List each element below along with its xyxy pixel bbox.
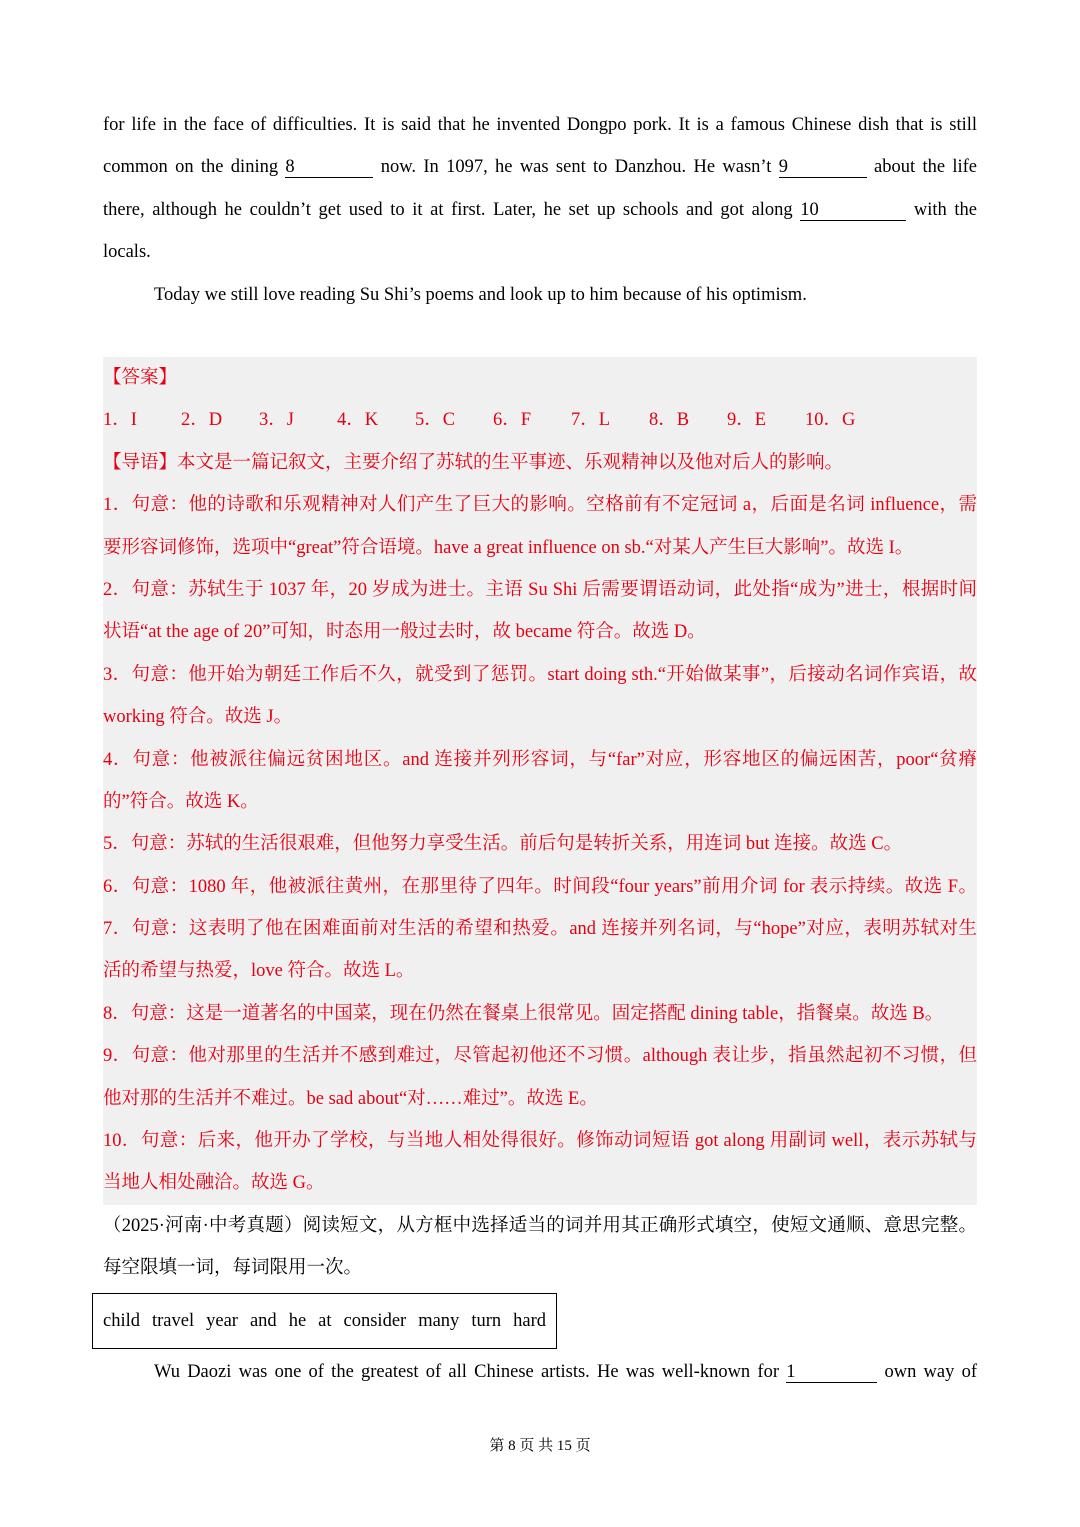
explanation-line: 2．句意：苏轼生于 1037 年，20 岁成为进士。主语 Su Shi 后需要谓语动词，此处指“成为”进士，根据时间 — [103, 579, 977, 600]
passage-text-segment: now. In 1097, he was sent to Danzhou. He wasn’t — [380, 157, 772, 178]
explanation-line: 要形容词修饰，选项中“great”符合语境。have a great influence on sb.“对某人产生巨大影响”。故选 I。 — [103, 537, 914, 558]
next-passage — [103, 1351, 977, 1393]
word-option: he — [288, 1310, 307, 1331]
answer-key: 2．D — [181, 410, 223, 431]
explanation-line: 的”符合。故选 K。 — [103, 791, 259, 812]
explanation-item-2 — [103, 569, 977, 654]
answer-key: 6．F — [493, 410, 532, 431]
word-option: travel — [152, 1310, 195, 1331]
passage-text — [103, 104, 977, 316]
instruction-line: （2025·河南·中考真题）阅读短文，从方框中选择适当的词并用其正确形式填空，使短文通顺、意思完整。 — [103, 1216, 977, 1236]
question-instruction — [103, 1205, 977, 1290]
answer-key: 9．E — [727, 410, 767, 431]
passage-line-4: locals. — [103, 242, 151, 263]
explanation-item-7 — [103, 908, 977, 993]
answer-heading: 【答案】 — [103, 368, 178, 388]
explanation-item-10 — [103, 1120, 977, 1205]
passage-text-segment: Wu Daozi was one of the greatest of all Chinese artists. He was well-known for — [154, 1362, 779, 1382]
explanation-line: 5．句意：苏轼的生活很艰难，但他努力享受生活。前后句是转折关系，用连词 but 连接。故选 C。 — [103, 834, 903, 855]
word-option: year — [206, 1310, 238, 1331]
next-passage-line-1 — [103, 1351, 977, 1393]
passage-line-5: Today we still love reading Su Shi’s poems and look up to him because of his optimism. — [154, 284, 807, 305]
answer-section — [103, 357, 977, 1205]
explanation-line: 当地人相处融洽。故选 G。 — [103, 1173, 325, 1194]
word-box — [92, 1293, 557, 1349]
answer-key: 1．I — [103, 410, 137, 431]
blank-8: 8 — [285, 157, 373, 178]
explanation-item-6 — [103, 866, 977, 908]
word-option: child — [103, 1310, 140, 1331]
explanation-line: 10．句意：后来，他开办了学校，与当地人相处得很好。修饰动词短语 got along 用副词 well，表示苏轼与 — [103, 1131, 977, 1152]
explanation-item-3 — [103, 654, 977, 739]
answer-key: 5．C — [415, 410, 456, 431]
explanation-item-8 — [103, 993, 977, 1035]
answer-key: 4．K — [337, 410, 379, 431]
passage-text-segment: common on the dining — [103, 157, 279, 178]
blank-10: 10 — [800, 200, 906, 221]
passage-text-segment: about the life — [874, 157, 978, 178]
explanation-item-9 — [103, 1035, 977, 1120]
blank-9: 9 — [779, 157, 867, 178]
explanation-line: 活的希望与热爱，love 符合。故选 L。 — [103, 961, 415, 982]
answer-key: 8．B — [649, 410, 690, 431]
word-option: hard — [513, 1310, 546, 1331]
word-option: at — [318, 1310, 332, 1331]
explanation-line: 他对那的生活并不难过。be sad about“对……难过”。故选 E。 — [103, 1088, 598, 1109]
instruction-line: 每空限填一词，每词限用一次。 — [103, 1258, 363, 1279]
explanation-line: 1．句意：他的诗歌和乐观精神对人们产生了巨大的影响。空格前有不定冠词 a，后面是名词 influence，需 — [103, 495, 977, 516]
explanation-item-1 — [103, 484, 977, 569]
answer-key: 10．G — [805, 410, 856, 431]
answer-intro: 【导语】本文是一篇记叙文，主要介绍了苏轼的生平事迹、乐观精神以及他对后人的影响。 — [103, 452, 844, 473]
answer-key: 3．J — [259, 410, 294, 431]
explanation-item-5 — [103, 823, 977, 865]
explanation-line: working 符合。故选 J。 — [103, 707, 293, 728]
word-option: turn — [471, 1310, 502, 1331]
explanation-line: 3．句意：他开始为朝廷工作后不久，就受到了惩罚。start doing sth.“开始做某事”，后接动名词作宾语，故 — [103, 664, 977, 685]
passage-text-segment: own way of — [884, 1362, 978, 1382]
explanation-line: 8．句意：这是一道著名的中国菜，现在仍然在餐桌上很常见。固定搭配 dining table，指餐桌。故选 B。 — [103, 1003, 944, 1024]
passage-text-segment: with the — [913, 199, 977, 220]
explanation-line: 6．句意：1080 年，他被派往黄州，在那里待了四年。时间段“four years”前用介词 for 表示持续。故选 F。 — [103, 876, 977, 897]
explanation-line: 9．句意：他对那里的生活并不感到难过，尽管起初他还不习惯。although 表让步，指虽然起初不习惯，但 — [103, 1046, 977, 1067]
answer-key: 7．L — [571, 410, 611, 431]
explanation-line: 4．句意：他被派往偏远贫困地区。and 连接并列形容词，与“far”对应，形容地区的偏远困苦，poor“贫瘠 — [103, 749, 977, 770]
explanation-line: 7．句意：这表明了他在困难面前对生活的希望和热爱。and 连接并列名词，与“hope”对应，表明苏轼对生 — [103, 919, 977, 940]
passage-line-2 — [103, 146, 977, 188]
explanation-line: 状语“at the age of 20”可知，时态用一般过去时，故 became 符合。故选 D。 — [103, 622, 706, 643]
word-option: consider — [343, 1310, 407, 1331]
word-option: many — [418, 1310, 460, 1331]
passage-text-segment: there, although he couldn’t get used to it at first. Later, he set up schools and got along — [103, 199, 793, 220]
explanation-item-4 — [103, 739, 977, 824]
passage-line-1: for life in the face of difficulties. It is said that he invented Dongpo pork. It is a famous Chinese dish that is still — [103, 115, 977, 135]
answer-keys — [103, 399, 977, 441]
passage-line-3 — [103, 189, 977, 231]
word-option: and — [249, 1310, 277, 1331]
blank-1: 1 — [786, 1362, 877, 1383]
page-footer: 第 8 页 共 15 页 — [489, 1438, 591, 1454]
